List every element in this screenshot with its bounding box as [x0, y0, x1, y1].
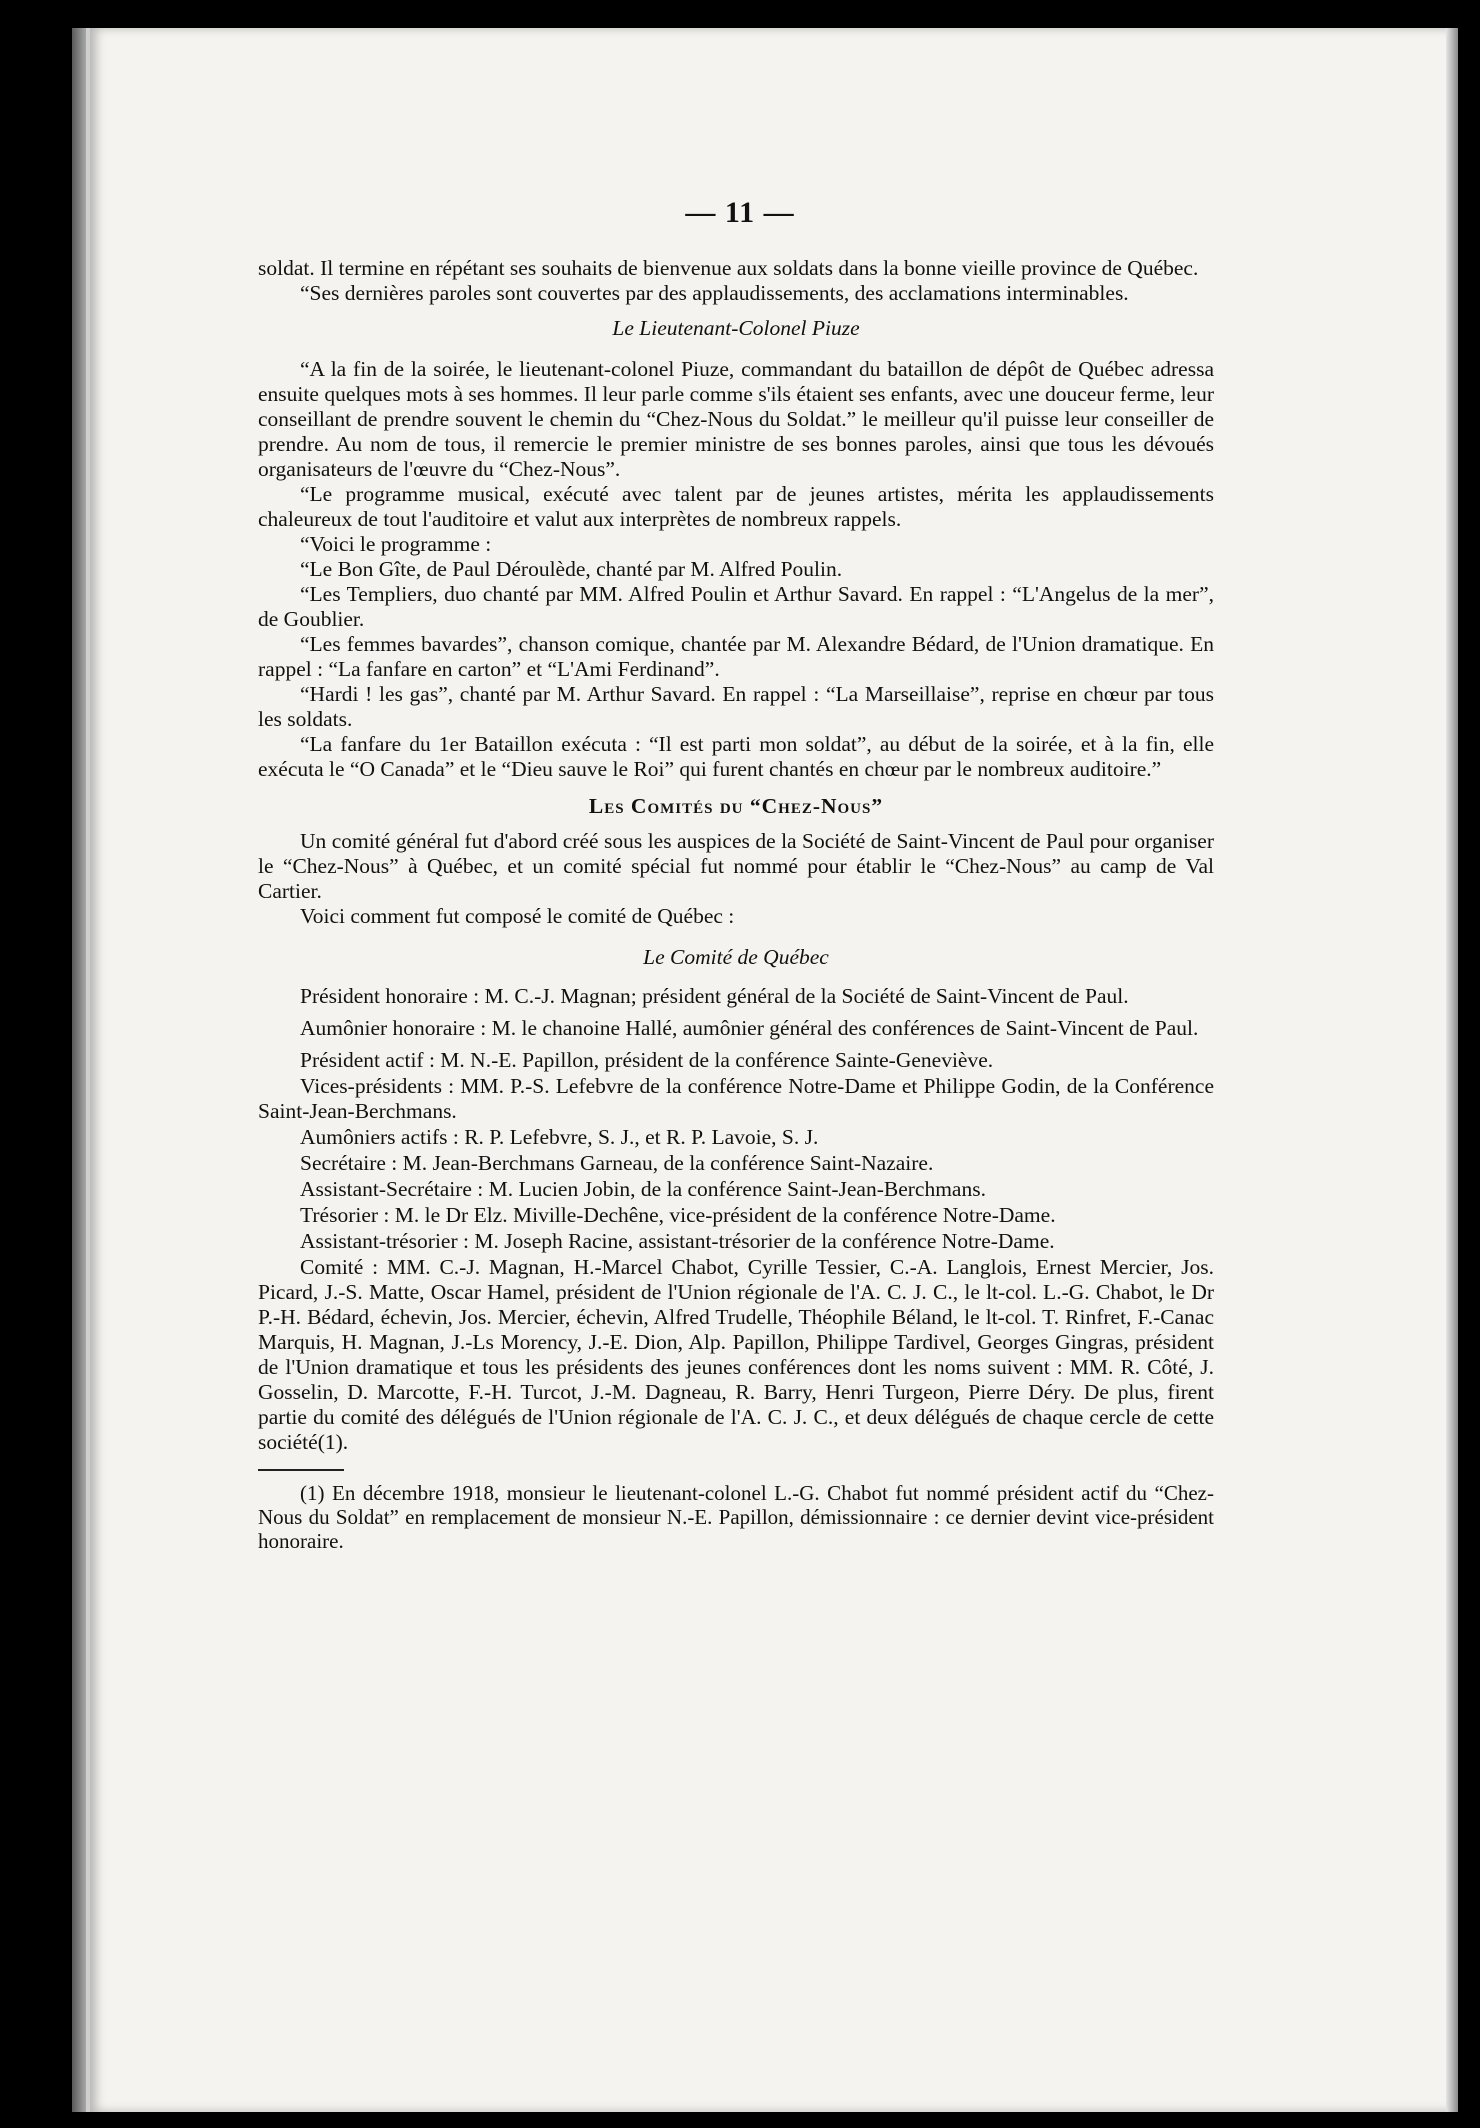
committee-entry: Trésorier : M. le Dr Elz. Miville-Dechêne, vice-président de la conférence Notre-Dame. — [300, 1203, 1056, 1227]
program-item: “Le Bon Gîte, de Paul Déroulède, chanté par M. Alfred Poulin. — [300, 557, 843, 581]
program-item: “Hardi ! les gas”, chanté par M. Arthur Savard. En rappel : “La Marseillaise”, reprise en chœur par tous les soldats. — [258, 682, 1214, 731]
committee-entry: Assistant-Secrétaire : M. Lucien Jobin, de la conférence Saint-Jean-Berchmans. — [300, 1177, 986, 1201]
paragraph-continuation: soldat. Il termine en répétant ses souhaits de bienvenue aux soldats dans la bonne vieille province de Québec. — [258, 256, 1199, 280]
committee-entry: Aumôniers actifs : R. P. Lefebvre, S. J., et R. P. Lavoie, S. J. — [300, 1125, 819, 1149]
section-heading-piuze: Le Lieutenant-Colonel Piuze — [612, 316, 860, 340]
footnote-rule — [258, 1469, 344, 1471]
committee-entry: Comité : MM. C.-J. Magnan, H.-Marcel Chabot, Cyrille Tessier, C.-A. Langlois, Ernest Mercier, Jos. Picard, J.-S. Matte, Oscar Hamel, président de l'Union régionale de l'A. C. J. C., le lt-col. L.-G. Chabot, le Dr P.-H. Bédard, échevin, Jos. Mercier, échevin, Alfred Trudelle, Théophile Béland, le lt-col. T. Rinfret, F.-Canac Marquis, H. Magnan, J.-Ls Morency, J.-E. Dion, Alp. Papillon, Philippe Tardivel, Georges Gingras, président de l'Union dramatique et tous les présidents des jeunes conférences dont les noms suivent : MM. R. Côté, J. Gosselin, D. Marcotte, F.-H. Turcot, J.-M. Dagneau, R. Barry, Henri Turgeon, Pierre Déry. De plus, firent partie du comité des délégués de l'Union régionale de l'A. C. J. C., et deux délégués de chaque cercle de cette société(1). — [258, 1255, 1214, 1454]
committee-entry: Aumônier honoraire : M. le chanoine Hallé, aumônier général des conférences de Saint-Vincent de Paul. — [300, 1016, 1199, 1040]
program-item: “Les Templiers, duo chanté par MM. Alfred Poulin et Arthur Savard. En rappel : “L'Angelus de la mer”, de Goublier. — [258, 582, 1214, 631]
page-right-edge — [1446, 28, 1458, 2112]
program-item: “La fanfare du 1er Bataillon exécuta : “Il est parti mon soldat”, au début de la soirée, et à la fin, elle exécuta le “O Canada” et le “Dieu sauve le Roi” qui furent chantés en chœur par le nombreux auditoire.” — [258, 732, 1214, 781]
paragraph-musical-program: “Le programme musical, exécuté avec talent par de jeunes artistes, mérita les applaudissements chaleureux de tout l'auditoire et valut aux interprètes de nombreux rappels. — [258, 482, 1214, 531]
page-content — [258, 256, 1214, 1553]
footnote: (1) En décembre 1918, monsieur le lieutenant-colonel L.-G. Chabot fut nommé président actif du “Chez-Nous du Soldat” en remplacement de monsieur N.-E. Papillon, démissionnaire : ce dernier devint vice-président honoraire. — [258, 1481, 1214, 1553]
paragraph-comite-intro: Voici comment fut composé le comité de Québec : — [300, 904, 735, 928]
section-heading-comite-quebec: Le Comité de Québec — [643, 945, 829, 969]
paragraph-comite-general: Un comité général fut d'abord créé sous les auspices de la Société de Saint-Vincent de Paul pour organiser le “Chez-Nous” à Québec, et un comité spécial fut nommé pour établir le “Chez-Nous” au camp de Val Cartier. — [258, 829, 1214, 903]
committee-list — [258, 984, 1214, 1455]
committee-entry: Assistant-trésorier : M. Joseph Racine, assistant-trésorier de la conférence Notre-Dame. — [300, 1229, 1055, 1253]
committee-entry: Président actif : M. N.-E. Papillon, président de la conférence Sainte-Geneviève. — [300, 1048, 994, 1072]
program-item: “Les femmes bavardes”, chanson comique, chantée par M. Alexandre Bédard, de l'Union dramatique. En rappel : “La fanfare en carton” et “L'Ami Ferdinand”. — [258, 632, 1214, 681]
paragraph-applause: “Ses dernières paroles sont couvertes par des applaudissements, des acclamations interminables. — [300, 281, 1129, 305]
paragraph-program-intro: “Voici le programme : — [300, 532, 492, 556]
committee-entry: Vices-présidents : MM. P.-S. Lefebvre de la conférence Notre-Dame et Philippe Godin, de la Conférence Saint-Jean-Berchmans. — [258, 1074, 1214, 1123]
page-number: — 11 — — [685, 196, 795, 229]
committee-entry: Président honoraire : M. C.-J. Magnan; président général de la Société de Saint-Vincent de Paul. — [300, 984, 1129, 1008]
section-heading-comites: Les Comités du “Chez-Nous” — [588, 794, 884, 818]
paragraph-piuze-speech: “A la fin de la soirée, le lieutenant-colonel Piuze, commandant du bataillon de dépôt de Québec adressa ensuite quelques mots à ses hommes. Il leur parle comme s'ils étaient ses enfants, avec une douceur ferme, leur conseillant de prendre souvent le chemin du “Chez-Nous du Soldat.” le meilleur qu'il puisse leur conseiller de prendre. Au nom de tous, il remercie le premier ministre de ses bonnes paroles, ainsi que tous les dévoués organisateurs de l'œuvre du “Chez-Nous”. — [258, 357, 1214, 481]
committee-entry: Secrétaire : M. Jean-Berchmans Garneau, de la conférence Saint-Nazaire. — [300, 1151, 934, 1175]
